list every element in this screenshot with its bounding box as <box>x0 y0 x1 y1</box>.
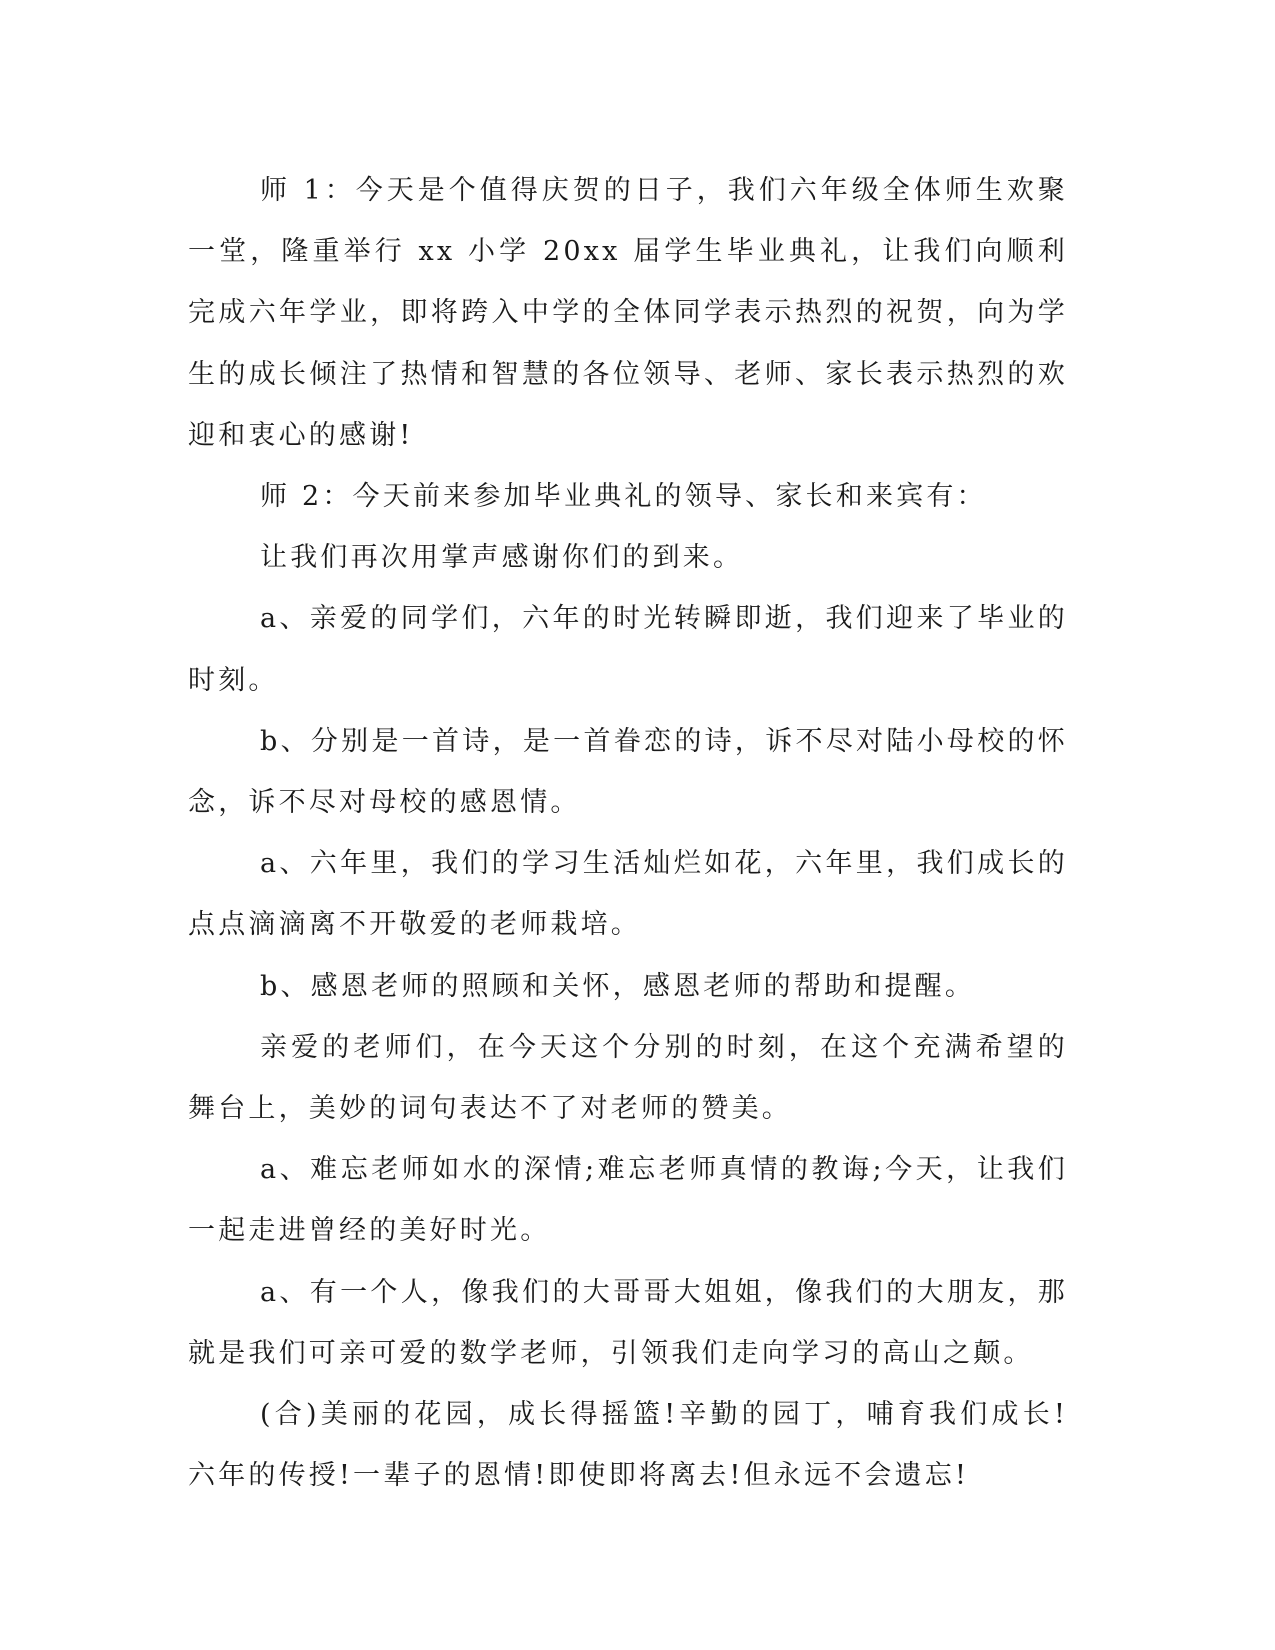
paragraph-5: b、分别是一首诗，是一首眷恋的诗，诉不尽对陆小母校的怀念，诉不尽对母校的感恩情。 <box>188 725 1068 819</box>
document-body <box>188 160 1068 1506</box>
paragraph-1: 师 1：今天是个值得庆贺的日子，我们六年级全体师生欢聚一堂，隆重举行 xx 小学 20xx 届学生毕业典礼，让我们向顺利完成六年学业，即将跨入中学的全体同学表示热烈的祝贺，向为学生的成长倾注了热情和智慧的各位领导、老师、家长表示热烈的欢迎和衷心的感谢! <box>188 175 1068 451</box>
paragraph-4: a、亲爱的同学们，六年的时光转瞬即逝，我们迎来了毕业的时刻。 <box>188 603 1068 696</box>
paragraph-7: b、感恩老师的照顾和关怀，感恩老师的帮助和提醒。 <box>260 970 976 1002</box>
paragraph-10: a、有一个人，像我们的大哥哥大姐姐，像我们的大朋友，那就是我们可亲可爱的数学老师，引领我们走向学习的高山之颠。 <box>188 1276 1068 1369</box>
paragraph-8: 亲爱的老师们，在今天这个分别的时刻，在这个充满希望的舞台上，美妙的词句表达不了对老师的赞美。 <box>188 1031 1068 1125</box>
paragraph-2: 师 2：今天前来参加毕业典礼的领导、家长和来宾有： <box>260 481 987 513</box>
paragraph-3: 让我们再次用掌声感谢你们的到来。 <box>260 542 744 574</box>
paragraph-9: a、难忘老师如水的深情;难忘老师真情的教诲;今天，让我们一起走进曾经的美好时光。 <box>188 1154 1068 1247</box>
paragraph-11: (合)美丽的花园，成长得摇篮!辛勤的园丁，哺育我们成长!六年的传授!一辈子的恩情!即使即将离去!但永远不会遗忘! <box>188 1399 1068 1492</box>
paragraph-6: a、六年里，我们的学习生活灿烂如花，六年里，我们成长的点点滴滴离不开敬爱的老师栽培。 <box>188 848 1068 941</box>
